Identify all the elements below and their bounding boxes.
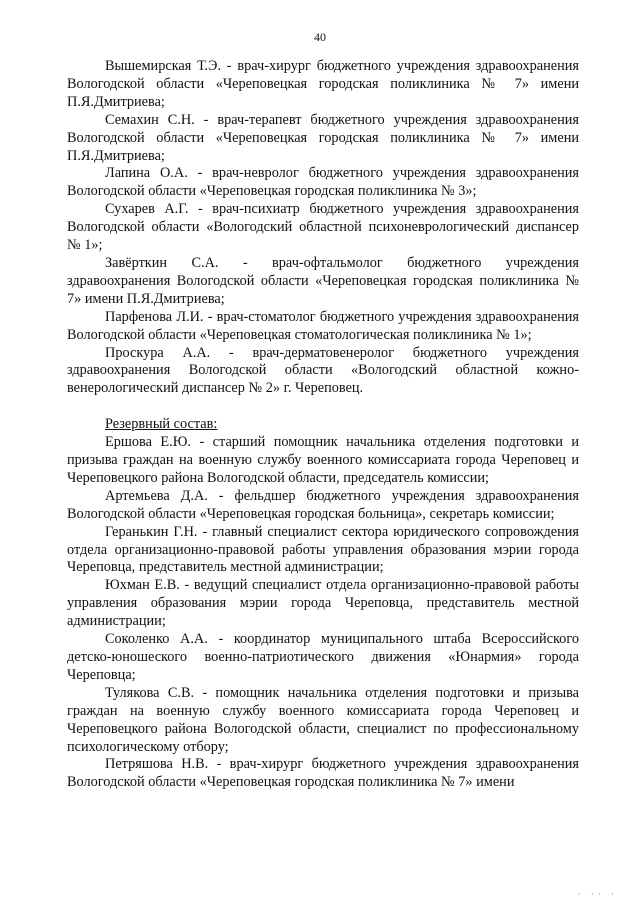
document-body (67, 58, 579, 792)
page-number: 40 (314, 30, 326, 44)
member-entry: Проскура А.А. - врач-дерматовенеролог бюджетного учреждения здравоохранения Вологодской области «Вологодский областной кожно-венерологический диспансер № 2» г. Череповец. (67, 344, 579, 397)
member-entry: Завёрткин С.А. - врач-офтальмолог бюджетного учреждения здравоохранения Вологодской области «Череповецкая городская поликлиника № 7» имени П.Я.Дмитриева; (67, 254, 579, 307)
reserve-member-entry: Юхман Е.В. - ведущий специалист отдела организационно-правовой работы управления образования мэрии города Череповца, представитель местной администрации; (67, 577, 579, 630)
member-entry: Сухарев А.Г. - врач-психиатр бюджетного учреждения здравоохранения Вологодской области «Вологодский областной психоневрологический диспансер № 1»; (67, 201, 579, 254)
reserve-member-entry: Тулякова С.В. - помощник начальника отделения подготовки и призыва граждан на военную службу военного комиссариата города Череповец и Череповецкого района Вологодской области, специалист по профессиональному психологическому отбору; (67, 684, 579, 755)
member-entry: Вышемирская Т.Э. - врач-хирург бюджетного учреждения здравоохранения Вологодской области «Череповецкая городская поликлиника № 7» имени П.Я.Дмитриева; (67, 58, 579, 110)
footer-mark: · ·· · (577, 889, 618, 899)
member-entry: Парфенова Л.И. - врач-стоматолог бюджетного учреждения здравоохранения Вологодской области «Череповецкая стоматологическая поликлиника № 1»; (67, 308, 579, 343)
reserve-member-entry: Геранькин Г.Н. - главный специалист сектора юридического сопровождения отдела организационно-правовой работы управления образования мэрии города Череповца, представитель местной администрации; (67, 523, 579, 576)
member-entry: Лапина О.А. - врач-невролог бюджетного учреждения здравоохранения Вологодской области «Череповецкая городская поликлиника № 3»; (67, 165, 579, 200)
reserve-member-entry: Артемьева Д.А. - фельдшер бюджетного учреждения здравоохранения Вологодской области «Череповецкая городская больница», секретарь комиссии; (67, 487, 579, 522)
reserve-member-entry: Ершова Е.Ю. - старший помощник начальника отделения подготовки и призыва граждан на военную службу военного комиссариата города Череповец и Череповецкого района Вологодской области, председатель комиссии; (67, 434, 579, 486)
member-entry: Семахин С.Н. - врач-терапевт бюджетного учреждения здравоохранения Вологодской области «Череповецкая городская поликлиника № 7» имени П.Я.Дмитриева; (67, 111, 579, 164)
reserve-heading: Резервный состав: (105, 416, 218, 433)
section-spacer (67, 398, 579, 416)
reserve-member-entry: Петряшова Н.В. - врач-хирург бюджетного учреждения здравоохранения Вологодской области «Череповецкая городская поликлиника № 7» имени (67, 756, 579, 791)
reserve-member-entry: Соколенко А.А. - координатор муниципального штаба Всероссийского детско-юношеского военно-патриотического движения «Юнармия» города Череповца; (67, 631, 579, 683)
